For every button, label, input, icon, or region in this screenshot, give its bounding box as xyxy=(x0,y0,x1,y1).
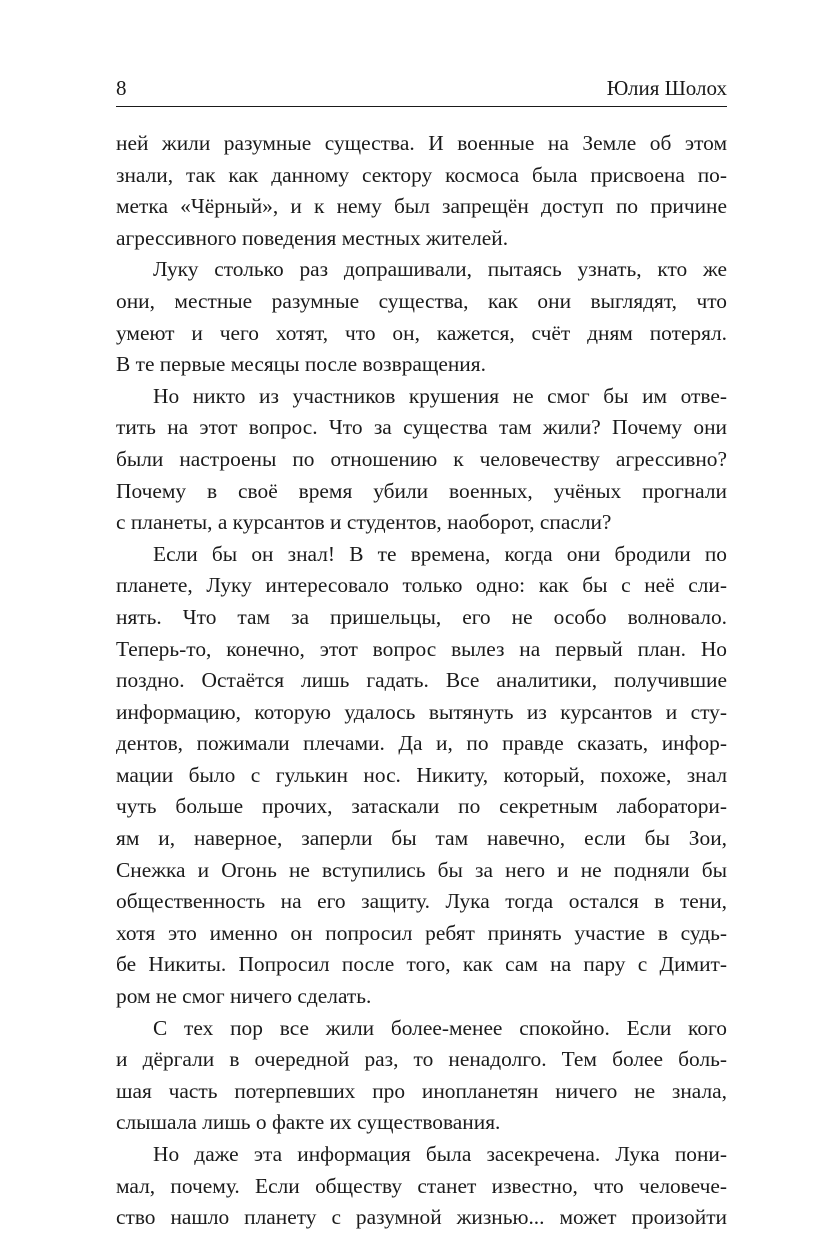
text-line: дентов, пожимали плечами. Да и, по правде сказать, инфор- xyxy=(116,731,727,756)
text-line: С тех пор все жили более-менее спокойно. Если кого xyxy=(153,1015,727,1040)
text-line: тить на этот вопрос. Что за существа там жили? Почему они xyxy=(116,415,727,440)
text-line: метка «Чёрный», и к нему был запрещён доступ по причине xyxy=(116,194,727,219)
text-line: ней жили разумные существа. И военные на Земле об этом xyxy=(116,131,727,155)
text-line: В те первые месяцы после возвращения. xyxy=(116,352,486,377)
text-line: Если бы он знал! В те времена, когда они бродили по xyxy=(153,541,727,566)
text-line: общественность на его защиту. Лука тогда остался в тени, xyxy=(116,889,727,914)
text-line: слышала лишь о факте их существования. xyxy=(116,1110,501,1135)
text-line: они, местные разумные существа, как они выглядят, что xyxy=(116,288,727,313)
text-line: Теперь-то, конечно, этот вопрос вылез на первый план. Но xyxy=(116,636,727,661)
paragraph xyxy=(116,539,727,1013)
text-line: Снежка и Огонь не вступились бы за него и не подняли бы xyxy=(116,857,727,882)
text-line: и дёргали в очередной раз, то ненадолго. Тем более боль- xyxy=(116,1047,727,1072)
text-line: знали, так как данному сектору космоса была присвоена по- xyxy=(116,162,727,187)
text-line: хотя это именно он попросил ребят принять участие в судь- xyxy=(116,920,727,945)
text-line: ство нашло планету с разумной жизнью... может произойти xyxy=(116,1205,727,1230)
header-rule xyxy=(116,106,727,107)
text-line: с планеты, а курсантов и студентов, наоборот, спасли? xyxy=(116,510,612,535)
paragraph xyxy=(116,381,727,539)
paragraph xyxy=(116,1013,727,1139)
text-line: чуть больше прочих, затаскали по секретным лаборатори- xyxy=(116,794,727,819)
paragraph xyxy=(116,128,727,254)
text-line: были настроены по отношению к человечеству агрессивно? xyxy=(116,446,727,471)
text-line: Почему в своё время убили военных, учёных прогнали xyxy=(116,478,727,503)
text-line: бе Никиты. Попросил после того, как сам на пару с Димит- xyxy=(116,952,727,977)
text-line: ром не смог ничего сделать. xyxy=(116,984,372,1009)
running-head-author: Юлия Шолох xyxy=(606,76,727,100)
text-line: умеют и чего хотят, что он, кажется, счёт дням потерял. xyxy=(116,320,727,345)
text-line: мации было с гулькин нос. Никиту, который, похоже, знал xyxy=(116,762,727,787)
text-line: шая часть потерпевших про инопланетян ничего не знала, xyxy=(116,1078,727,1103)
page-number: 8 xyxy=(116,76,127,100)
text-line: агрессивного поведения местных жителей. xyxy=(116,225,509,250)
text-line: Но даже эта информация была засекречена. Лука пони- xyxy=(153,1142,727,1166)
text-line: информацию, которую удалось вытянуть из курсантов и сту- xyxy=(116,699,727,724)
page-header xyxy=(116,72,727,104)
text-line: планете, Луку интересовало только одно: как бы с неё сли- xyxy=(116,573,727,598)
paragraph xyxy=(116,1139,727,1234)
text-line: нять. Что там за пришельцы, его не особо волновало. xyxy=(116,604,727,629)
body-text xyxy=(116,128,727,1234)
text-line: Луку столько раз допрашивали, пытаясь узнать, кто же xyxy=(153,257,727,282)
text-line: ям и, наверное, заперли бы там навечно, если бы Зои, xyxy=(116,826,727,851)
text-line: мал, почему. Если обществу станет известно, что человече- xyxy=(116,1173,727,1198)
text-line: поздно. Остаётся лишь гадать. Все аналитики, получившие xyxy=(116,668,727,693)
paragraph xyxy=(116,254,727,380)
text-line: Но никто из участников крушения не смог бы им отве- xyxy=(153,383,727,408)
